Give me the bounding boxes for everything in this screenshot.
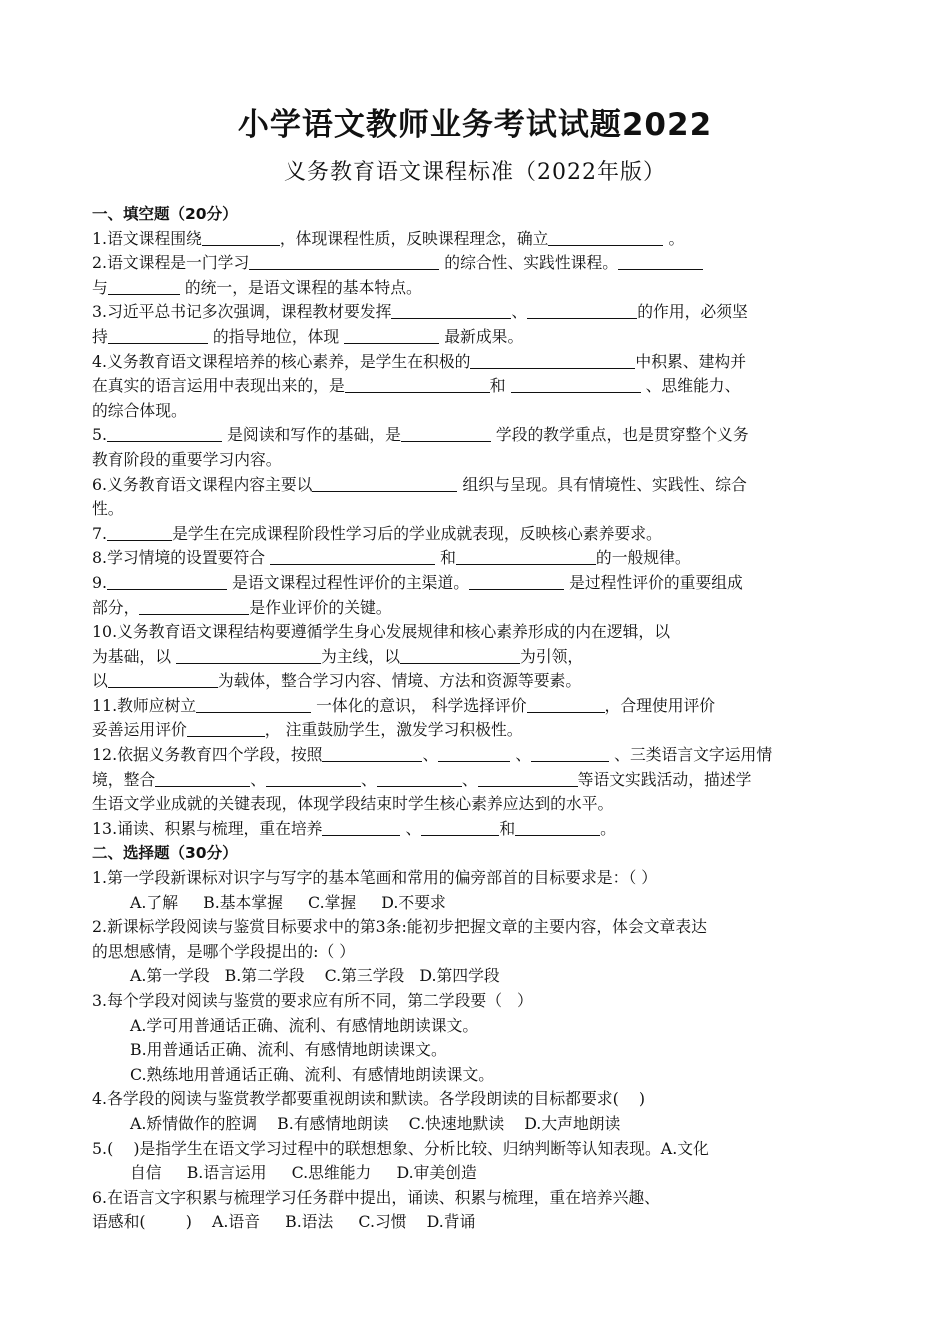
fill-q11-cont: 妥善运用评价 ， 注重鼓励学生，激发学习积极性。 <box>92 720 523 740</box>
choice-q4-options: A.矫情做作的腔调 B.有感情地朗读 C.快速地默读 D.大声地朗读 <box>130 1113 621 1133</box>
page-title: 小学语文教师业务考试试题2022 <box>237 107 713 143</box>
choice-q5-stem: 5.( )是指学生在语文学习过程中的联想想象、分析比较、归纳判断等认知表现。A.文化 <box>92 1138 709 1158</box>
answer-blank[interactable] <box>527 302 637 319</box>
answer-blank[interactable] <box>515 819 600 836</box>
answer-blank[interactable] <box>312 475 457 492</box>
answer-blank[interactable] <box>107 573 227 590</box>
answer-blank[interactable] <box>401 425 491 442</box>
answer-blank[interactable] <box>187 720 265 737</box>
answer-blank[interactable] <box>196 696 311 713</box>
fill-q7: 7. 是学生在完成课程阶段性学习后的学业成就表现，反映核心素养要求。 <box>92 523 662 543</box>
answer-blank[interactable] <box>266 770 361 787</box>
fill-q9: 9. 是语文课程过程性评价的主渠道。 是过程性评价的重要组成 <box>92 572 743 592</box>
choice-q1-stem: 1.第一学段新课标对识字与写字的基本笔画和常用的偏旁部首的目标要求是：（ ） <box>92 868 658 888</box>
answer-blank[interactable] <box>107 524 172 541</box>
choice-q2-stem-cont: 的思想感情，是哪个学段提出的:（ ） <box>92 941 356 961</box>
fill-q13: 13.诵读、积累与梳理，重在培养 、 和 。 <box>92 818 616 838</box>
choice-q3-option-a: A.学可用普通话正确、流利、有感情地朗读课文。 <box>130 1015 479 1035</box>
fill-q3: 3.习近平总书记多次强调，课程教材要发挥 、 的作用，必须坚 <box>92 302 748 322</box>
choice-q6-stem-cont: 语感和( ) A.语音 B.语法 C.习惯 D.背诵 <box>92 1212 476 1232</box>
answer-blank[interactable] <box>391 302 511 319</box>
section-choice-heading: 二、选择题（30分） <box>92 844 238 863</box>
fill-q4-cont: 在真实的语言运用中表现出来的，是 和 、思维能力、 <box>92 376 741 396</box>
answer-blank[interactable] <box>469 573 564 590</box>
answer-blank[interactable] <box>618 253 703 270</box>
fill-q10: 10.义务教育语文课程结构要遵循学生身心发展规律和核心素养形成的内在逻辑，以 <box>92 622 671 642</box>
answer-blank[interactable] <box>322 745 422 762</box>
choice-q3-option-c: C.熟练地用普通话正确、流利、有感情地朗读课文。 <box>130 1064 495 1084</box>
choice-q2-stem: 2.新课标学段阅读与鉴赏目标要求中的第3条:能初步把握文章的主要内容，体会文章表达 <box>92 917 707 937</box>
answer-blank[interactable] <box>438 745 510 762</box>
answer-blank[interactable] <box>322 819 400 836</box>
fill-q5: 5. 是阅读和写作的基础，是 学段的教学重点，也是贯穿整个义务 <box>92 425 749 445</box>
fill-q2-cont: 与 的统一，是语文课程的基本特点。 <box>92 277 422 297</box>
answer-blank[interactable] <box>270 548 435 565</box>
fill-q9-cont: 部分， 是作业评价的关键。 <box>92 597 392 617</box>
fill-q1: 1.语文课程围绕 ，体现课程性质，反映课程理念，确立 。 <box>92 228 685 248</box>
answer-blank[interactable] <box>470 352 635 369</box>
fill-q3-cont: 持 的指导地位，体现 最新成果。 <box>92 326 524 346</box>
fill-q2: 2.语文课程是一门学习 的综合性、实践性课程。 <box>92 251 862 276</box>
choice-q3-stem: 3.每个学段对阅读与鉴赏的要求应有所不同，第二学段要（ ） <box>92 991 533 1010</box>
answer-blank[interactable] <box>527 696 605 713</box>
choice-q2-options: A.第一学段 B.第二学段 C.第三学段 D.第四学段 <box>130 966 500 986</box>
exam-content <box>92 202 862 1235</box>
answer-blank[interactable] <box>421 819 499 836</box>
answer-blank[interactable] <box>377 770 462 787</box>
fill-q11: 11.教师应树立 一体化的意识， 科学选择评价 ，合理使用评价 <box>92 695 716 715</box>
answer-blank[interactable] <box>478 770 578 787</box>
choice-q6-stem: 6.在语言文字积累与梳理学习任务群中提出，诵读、积累与梳理，重在培养兴趣、 <box>92 1187 660 1207</box>
page-subtitle: 义务教育语文课程标准（2022年版） <box>284 160 666 185</box>
fill-q10-end: 以 为载体，整合学习内容、情境、方法和资源等要素。 <box>92 671 582 691</box>
answer-blank[interactable] <box>202 229 280 246</box>
answer-blank[interactable] <box>345 376 490 393</box>
answer-blank[interactable] <box>176 647 321 664</box>
fill-q4: 4.义务教育语文课程培养的核心素养，是学生在积极的 中积累、建构并 <box>92 351 746 371</box>
choice-q1-options: A.了解 B.基本掌握 C.掌握 D.不要求 <box>130 892 446 912</box>
answer-blank[interactable] <box>548 229 663 246</box>
fill-q6-cont: 性。 <box>92 499 124 519</box>
answer-blank[interactable] <box>155 770 250 787</box>
choice-q4-stem: 4.各学段的阅读与鉴赏教学都要重视朗读和默读。各学段朗读的目标都要求( ) <box>92 1089 645 1109</box>
answer-blank[interactable] <box>139 598 249 615</box>
fill-q5-cont: 教育阶段的重要学习内容。 <box>92 449 282 469</box>
answer-blank[interactable] <box>511 376 641 393</box>
answer-blank[interactable] <box>249 253 439 270</box>
answer-blank[interactable] <box>400 647 520 664</box>
fill-q4-end: 的综合体现。 <box>92 400 187 420</box>
section-fill-heading: 一、填空题（20分） <box>92 205 238 223</box>
answer-blank[interactable] <box>344 327 439 344</box>
choice-q5-options: 自信 B.语言运用 C.思维能力 D.审美创造 <box>130 1163 477 1183</box>
choice-q3-option-b: B.用普通话正确、流利、有感情地朗读课文。 <box>130 1040 447 1060</box>
fill-q6: 6.义务教育语文课程内容主要以 组织与呈现。具有情境性、实践性、综合 <box>92 474 747 494</box>
answer-blank[interactable] <box>107 425 222 442</box>
fill-q8: 8.学习情境的设置要符合 和 的一般规律。 <box>92 548 691 568</box>
fill-q12: 12.依据义务教育四个学段，按照 、 、 、三类语言文字运用情 <box>92 745 773 765</box>
fill-q12-cont: 境，整合 、 、 、 等语文实践活动，描述学 <box>92 769 752 789</box>
answer-blank[interactable] <box>108 278 180 295</box>
answer-blank[interactable] <box>108 671 218 688</box>
answer-blank[interactable] <box>531 745 609 762</box>
fill-q10-cont: 为基础，以 为主线，以 为引领， <box>92 646 584 666</box>
answer-blank[interactable] <box>108 327 208 344</box>
answer-blank[interactable] <box>456 548 596 565</box>
fill-q12-end: 生语文学业成就的关键表现，体现学段结束时学生核心素养应达到的水平。 <box>92 794 614 814</box>
